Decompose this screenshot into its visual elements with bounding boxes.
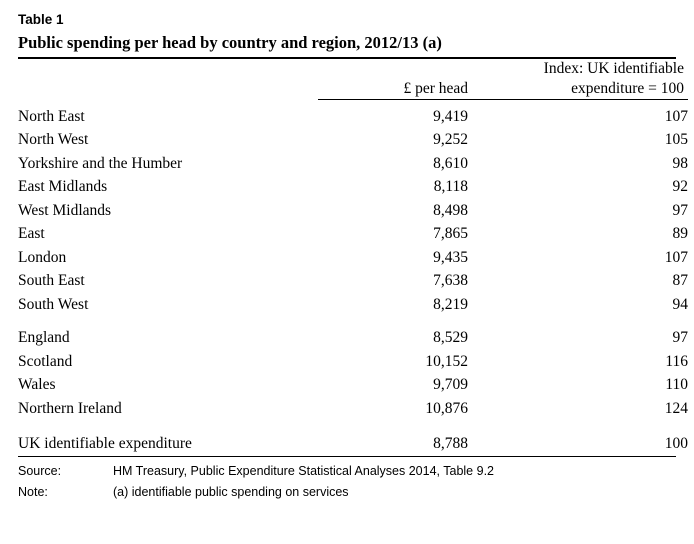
table-row	[18, 152, 688, 176]
header-index-line2-text: expenditure = 100	[571, 80, 684, 97]
table-row	[18, 199, 688, 223]
row-label: East Midlands	[18, 178, 108, 195]
row-value: 10,876	[425, 399, 468, 417]
table-row	[18, 175, 688, 199]
table-title: Public spending per head by country and region, 2012/13 (a)	[18, 33, 442, 52]
table-row	[18, 293, 688, 317]
row-value: 8,498	[433, 201, 468, 219]
row-index: 116	[665, 352, 688, 370]
table-row	[18, 373, 688, 397]
row-label: North East	[18, 107, 85, 125]
table-row	[18, 269, 688, 293]
note-source-text: HM Treasury, Public Expenditure Statistical Analyses 2014, Table 9.2	[113, 464, 494, 478]
total-gap-cell-2	[318, 420, 468, 430]
gap-cell-3	[468, 316, 688, 326]
row-value: 9,435	[433, 248, 468, 266]
row-index: 97	[672, 329, 688, 346]
row-index: 98	[672, 154, 688, 172]
table-row	[18, 222, 688, 246]
table-total-row	[18, 430, 688, 456]
footer-rule	[18, 456, 676, 457]
row-value: 8,219	[433, 295, 468, 313]
row-value: 10,152	[425, 352, 468, 370]
note-note-text: (a) identifiable public spending on services	[113, 485, 349, 499]
table-number: Table 1	[18, 12, 64, 27]
table-row	[18, 246, 688, 270]
row-index: 107	[664, 107, 688, 125]
note-note	[18, 482, 676, 503]
row-index: 124	[664, 399, 688, 417]
table-row	[18, 326, 688, 350]
row-index: 94	[672, 295, 688, 313]
section-gap-row	[18, 316, 688, 326]
header-value: £ per head	[318, 79, 468, 100]
header-index-line2	[468, 79, 688, 100]
row-label: Wales	[18, 376, 56, 393]
header-label-blank	[18, 79, 318, 100]
gap-cell-1	[18, 316, 318, 326]
table-header-row	[18, 59, 688, 79]
row-value: 9,252	[433, 131, 468, 148]
header-index-line1-text: Index: UK identifiable	[543, 60, 684, 77]
row-label: South East	[18, 272, 85, 289]
header-label	[18, 59, 318, 79]
note-source	[18, 461, 676, 482]
row-value: 9,709	[433, 376, 468, 393]
total-gap-cell-1	[18, 420, 318, 430]
table-header-row-2	[18, 79, 688, 100]
table-row	[18, 397, 688, 421]
total-value: 8,788	[433, 435, 468, 452]
row-index: 110	[665, 376, 688, 393]
total-index: 100	[664, 435, 688, 452]
table-row	[18, 350, 688, 374]
row-label: South West	[18, 295, 89, 313]
row-value: 8,118	[433, 178, 468, 195]
note-source-key: Source:	[18, 464, 62, 478]
row-label: Scotland	[18, 352, 73, 370]
row-label: West Midlands	[18, 201, 112, 219]
total-gap-row	[18, 420, 688, 430]
row-label: North West	[18, 131, 89, 148]
gap-cell-2	[318, 316, 468, 326]
row-label: Yorkshire and the Humber	[18, 154, 183, 172]
row-label: London	[18, 248, 67, 266]
row-value: 8,529	[433, 329, 468, 346]
row-label: England	[18, 329, 70, 346]
note-note-key: Note:	[18, 485, 48, 499]
total-gap-cell-3	[468, 420, 688, 430]
row-value: 7,865	[433, 225, 468, 242]
table-body	[18, 105, 688, 457]
row-index: 105	[664, 131, 688, 148]
header-value-blank	[318, 59, 468, 79]
table-notes	[18, 461, 676, 503]
row-index: 89	[672, 225, 688, 242]
row-index: 87	[672, 272, 688, 289]
row-index: 107	[664, 248, 688, 266]
table-row	[18, 105, 688, 129]
row-label: East	[18, 225, 45, 242]
total-label: UK identifiable expenditure	[18, 435, 192, 452]
row-index: 92	[672, 178, 688, 195]
row-index: 97	[672, 201, 688, 219]
table-row	[18, 128, 688, 152]
row-value: 9,419	[433, 107, 468, 125]
row-label: Northern Ireland	[18, 399, 122, 417]
row-value: 8,610	[433, 154, 468, 172]
header-index-line1	[468, 59, 688, 79]
spending-table	[18, 59, 688, 456]
row-value: 7,638	[433, 272, 468, 289]
